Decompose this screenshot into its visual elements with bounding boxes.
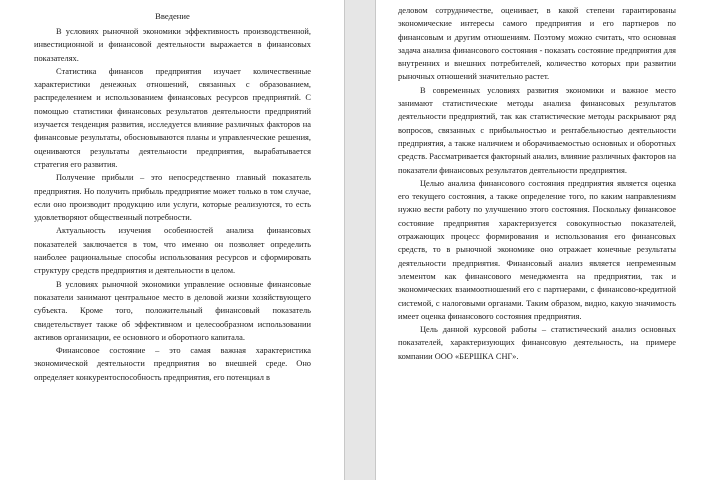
left-page-text (34, 25, 311, 384)
paragraph: Финансовое состояние – это самая важная характеристика экономической деятельности предприятия во внешней среде. Оно определяет конкурентоспособность предприятия, его потенциал в (34, 346, 311, 382)
paragraph: Цель данной курсовой работы – статистический анализ основных показателей, характеризующих финансовую деятельность, на примере компании ООО «БЕРШКА СНГ». (398, 325, 676, 361)
paragraph: Целью анализа финансового состояния предприятия является оценка его текущего состояния, а также определение того, по каким направлениям нужно вести работу по улучшению этого состояния. Поскольку финансовое состояние предприятия характеризуется совокупностью показателей, отражающих процесс формирования и использования его финансовых средств, то в рыночной экономике оно отражает конечные результаты деятельности предприятия. Финансовый анализ является непременным элементом как финансового менеджмента на предприятии, так и экономических взаимоотношений его с партнерами, с финансово-кредитной системой, с налоговыми органами. Таким образом, видно, какую значимость имеет оценка финансового состояния предприятия. (398, 178, 676, 321)
page-title: Введение (155, 11, 190, 21)
page-edge (344, 0, 345, 480)
paragraph: Актуальность изучения особенностей анализа финансовых показателей заключается в том, что именно он позволяет определить наиболее рациональные способы использования ресурсов и сформировать структуру средств предприятия и деятельности в целом. (34, 226, 311, 276)
page-gutter (344, 0, 376, 480)
right-page (376, 0, 720, 480)
right-page-text (398, 4, 676, 363)
paragraph: В современных условиях развития экономики и важное место занимают статистические методы анализа финансовых результатов деятельности предприятий, так как статистические методы раскрывают ряд вопросов, связанных с прибыльностью и рентабельностью деятельности предприятия, а также наличием и оборачиваемостью основных и оборотных средств. Рассматривается факторный анализ, влияние различных факторов на показатели финансовых результатов деятельности предприятия. (398, 85, 676, 175)
paragraph: деловом сотрудничестве, оценивает, в какой степени гарантированы экономические интересы самого предприятия и его партнеров по финансовым и другим отношениям. Поэтому можно считать, что основная задача анализа финансового состояния - показать состояние предприятия для внутренних и внешних потребителей, количество которых при развитии рыночных отношений значительно растет. (398, 6, 676, 82)
paragraph: В условиях рыночной экономики управление основные финансовые показатели занимают центральное место в деловой жизни хозяйствующего субъекта. Кроме того, положительный финансовый показатель свидетельствует также об эффективном и целесообразном использовании активов организации, ее основного и оборотного капитала. (34, 279, 311, 342)
paragraph: В условиях рыночной экономики эффективность производственной, инвестиционной и финансовой деятельности выражается в финансовых показателях. (34, 27, 311, 63)
paragraph: Получение прибыли – это непосредственно главный показатель предприятия. Но получить прибыль предприятие может только в том случае, если оно производит продукцию или услуги, которые реализуются, то есть удовлетворяют общественный потребности. (34, 173, 311, 223)
left-page (0, 0, 344, 480)
paragraph: Статистика финансов предприятия изучает количественные характеристики денежных отношений, связанных с образованием, распределением и использованием финансовых ресурсов предприятий. С помощью статистики финансовых результатов деятельности предприятий изучается тенденция развития, исследуется влияние различных факторов на финансовые результаты, обосновываются планы и управленческие решения, оцениваются результаты деятельности предприятия, вырабатывается стратегия его развития. (34, 66, 311, 169)
